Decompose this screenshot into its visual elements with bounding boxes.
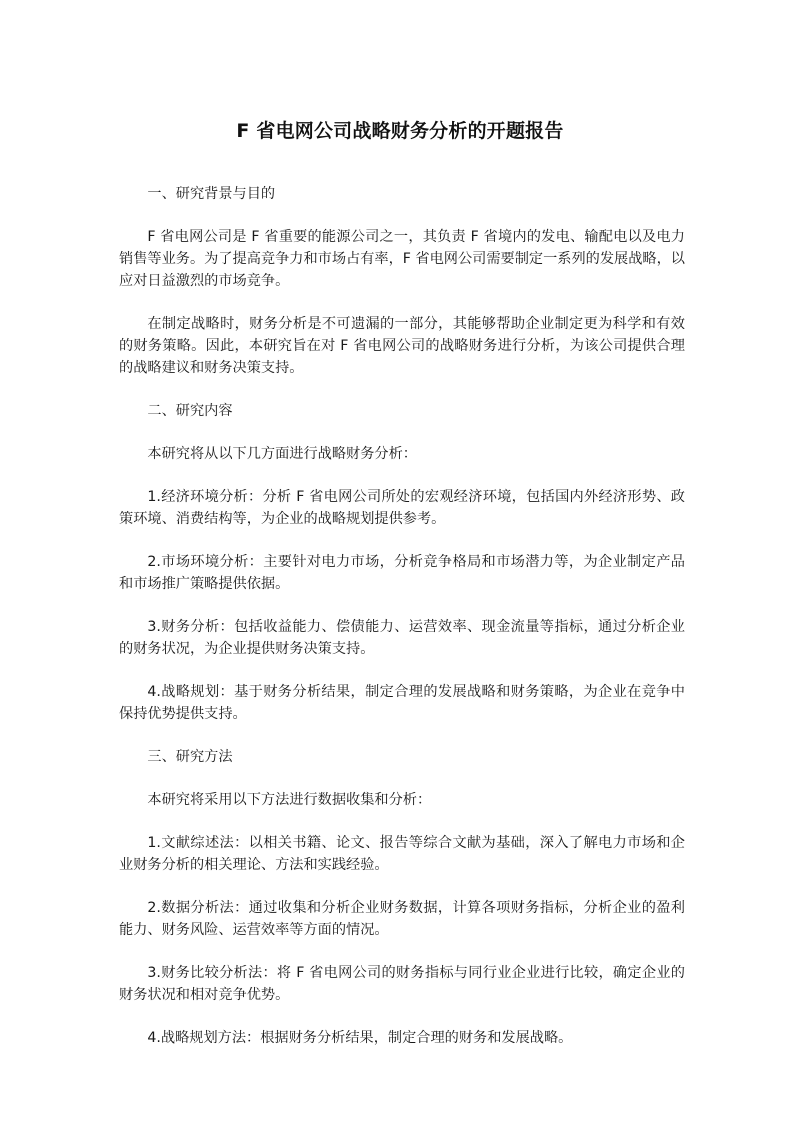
section-heading-background: 一、研究背景与目的 — [147, 186, 276, 202]
paragraph-content-item-2: 2.市场环境分析：主要针对电力市场，分析竞争格局和市场潜力等，为企业制定产品和市场推广策略提供依据。 — [119, 554, 685, 592]
paragraph-content-item-1: 1.经济环境分析：分析 F 省电网公司所处的宏观经济环境，包括国内外经济形势、政策环境、消费结构等，为企业的战略规划提供参考。 — [119, 489, 685, 527]
paragraph-background-1: F 省电网公司是 F 省重要的能源公司之一，其负责 F 省境内的发电、输配电以及电力销售等业务。为了提高竞争力和市场占有率，F 省电网公司需要制定一系列的发展战略，以应对日益激烈的市场竞争。 — [119, 229, 685, 289]
paragraph-content-item-4: 4.战略规划：基于财务分析结果，制定合理的发展战略和财务策略，为企业在竞争中保持优势提供支持。 — [119, 684, 685, 722]
section-heading-content: 二、研究内容 — [147, 403, 233, 419]
paragraph-background-2: 在制定战略时，财务分析是不可遗漏的一部分，其能够帮助企业制定更为科学和有效的财务策略。因此，本研究旨在对 F 省电网公司的战略财务进行分析，为该公司提供合理的战略建议和财务决策支持。 — [119, 316, 685, 376]
paragraph-content-intro: 本研究将从以下几方面进行战略财务分析： — [147, 446, 417, 462]
paragraph-method-item-3: 3.财务比较分析法：将 F 省电网公司的财务指标与同行业企业进行比较，确定企业的财务状况和相对竞争优势。 — [119, 965, 685, 1003]
paragraph-content-item-3: 3.财务分析：包括收益能力、偿债能力、运营效率、现金流量等指标，通过分析企业的财务状况，为企业提供财务决策支持。 — [119, 619, 685, 657]
document-title: F 省电网公司战略财务分析的开题报告 — [236, 120, 564, 142]
paragraph-method-intro: 本研究将采用以下方法进行数据收集和分析： — [147, 792, 432, 808]
paragraph-method-item-4: 4.战略规划方法：根据财务分析结果，制定合理的财务和发展战略。 — [147, 1030, 573, 1046]
paragraph-method-item-2: 2.数据分析法：通过收集和分析企业财务数据，计算各项财务指标，分析企业的盈利能力、财务风险、运营效率等方面的情况。 — [119, 900, 685, 938]
document-body — [119, 183, 685, 1070]
section-heading-method: 三、研究方法 — [147, 749, 233, 765]
paragraph-method-item-1: 1.文献综述法：以相关书籍、论文、报告等综合文献为基础，深入了解电力市场和企业财务分析的相关理论、方法和实践经验。 — [119, 835, 685, 873]
